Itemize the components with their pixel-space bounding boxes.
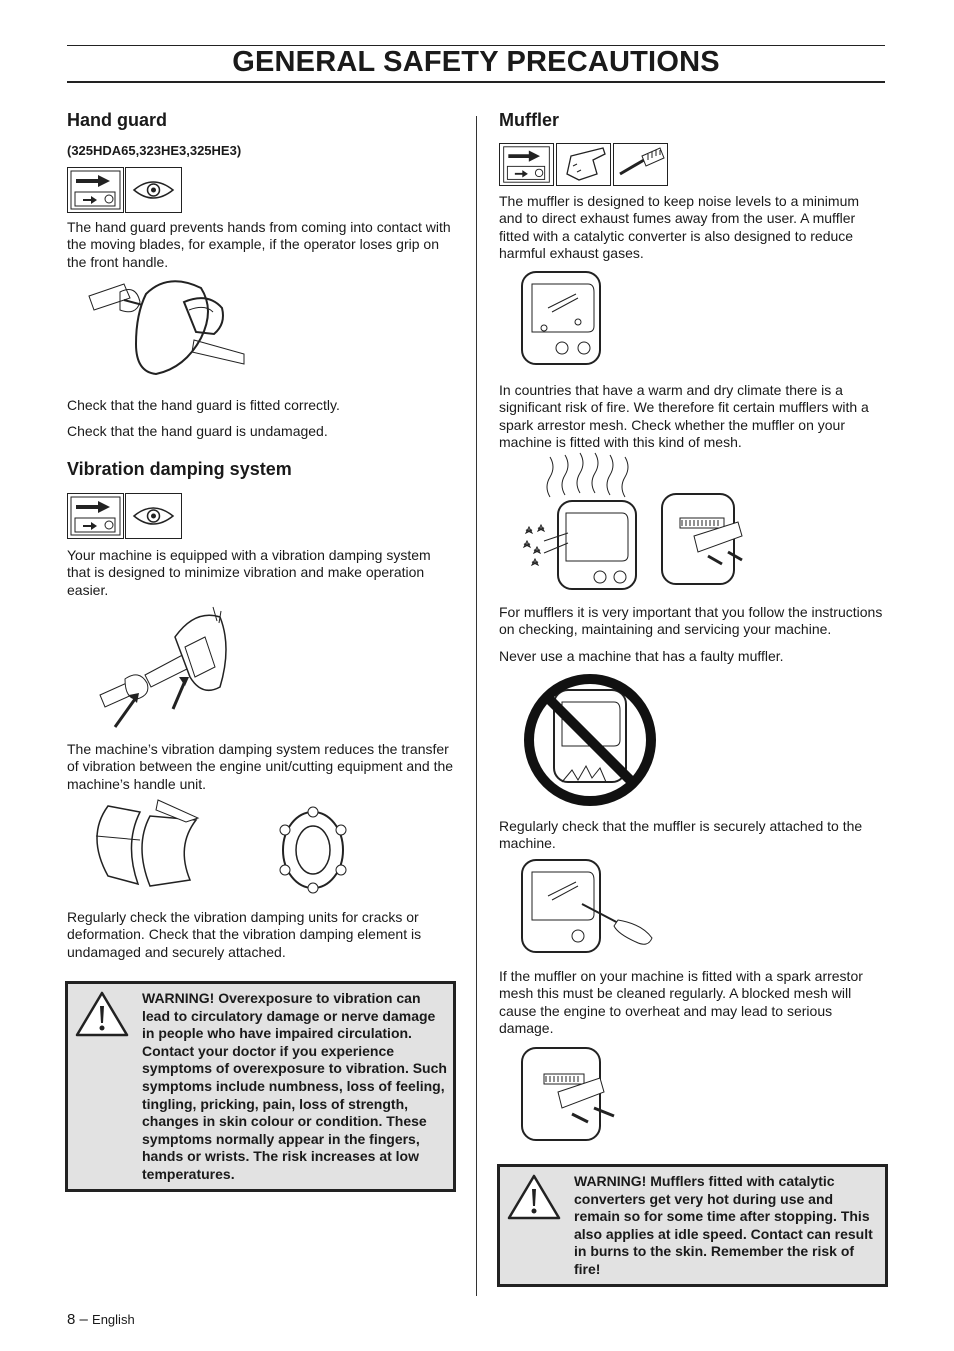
muffler-warning-text: WARNING! Mufflers fitted with catalytic converters get very hot during use and remain so for some time after stopping. This also applies at idle speed. Contact can result in burns to the skin. Remember the risk of fire! [574, 1173, 873, 1277]
vibration-heading: Vibration damping system [67, 459, 292, 479]
muffler-heading: Muffler [499, 110, 559, 130]
spark-arrestor-mesh-illustration [658, 490, 758, 590]
muffler-attached-text: Regularly check that the muffler is securely attached to the machine. [499, 818, 863, 852]
eye-inspect-icon [125, 493, 182, 539]
muffler-climate-text: In countries that have a warm and dry climate there is a significant risk of fire. We therefore fit certain mufflers with a spark arrestor mesh. Check whether the muffler on your machine is fitted with this kind of mesh. [499, 382, 869, 451]
eye-inspect-icon [125, 167, 182, 213]
hot-muffler-illustration [520, 457, 640, 592]
hand-guard-check-fitted: Check that the hand guard is fitted correctly. [67, 397, 340, 413]
footer-language: English [92, 1312, 135, 1327]
title-underline [67, 81, 885, 83]
muffler-instructions-text: For mufflers it is very important that you follow the instructions on checking, maintaining and servicing your machine. [499, 604, 883, 638]
warning-triangle-icon [74, 990, 130, 1038]
muffler-warning-box [497, 1164, 888, 1287]
vibration-warning-box [65, 981, 456, 1192]
vibration-transfer-text: The machine’s vibration damping system reduces the transfer of vibration between the engine unit/cutting equipment and the machine’s handle unit. [67, 741, 454, 792]
page-number: 8 – [67, 1311, 88, 1328]
vibration-intro: Your machine is equipped with a vibration damping system that is designed to minimize vibration and make operation easier. [67, 547, 431, 598]
glove-icon [556, 143, 611, 186]
hand-guard-heading: Hand guard [67, 110, 168, 130]
faulty-muffler-prohibited-illustration [522, 672, 658, 808]
manual-arrow-icon [499, 143, 554, 186]
column-divider [476, 116, 477, 1296]
muffler-intro: The muffler is designed to keep noise levels to a minimum and to direct exhaust fumes away from the user. A muffler fitted with a catalytic converter is also designed to reduce harmful exhaust gases. [499, 193, 860, 262]
hand-guard-models: (325HDA65,323HE3,325HE3) [67, 143, 242, 158]
vibration-check-text: Regularly check the vibration damping units for cracks or deformation. Check that the vibration damping element is undamaged and securely attached. [67, 909, 422, 960]
manual-arrow-icon [67, 167, 124, 213]
vibration-damper-illustration [95, 607, 235, 732]
damping-units-illustration [88, 798, 358, 898]
page-title: GENERAL SAFETY PRECAUTIONS [232, 46, 720, 78]
hand-guard-illustration [84, 274, 264, 386]
warning-triangle-icon [506, 1173, 562, 1221]
manual-arrow-icon [67, 493, 124, 539]
mesh-cleaning-illustration [518, 1044, 628, 1144]
muffler-mesh-text: If the muffler on your machine is fitted with a spark arrestor mesh this must be cleaned regularly. A blocked mesh will cause the engine to overheat and may lead to serious damage. [499, 968, 863, 1037]
page-footer [67, 1311, 135, 1328]
muffler-illustration [518, 268, 608, 368]
brush-icon [613, 143, 668, 186]
vibration-warning-text: WARNING! Overexposure to vibration can lead to circulatory damage or nerve damage in people who have impaired circulation. Contact your doctor if you experience symptoms of overexposure to vibration. Such symptoms include numbness, loss of feeling, tingling, pricking, pain, loss of strength, changes in skin colour or condition. These symptoms normally appear in the fingers, hands or wrists. The risk increases at low temperatures. [142, 990, 447, 1182]
muffler-screwdriver-illustration [518, 856, 658, 956]
hand-guard-intro: The hand guard prevents hands from coming into contact with the moving blades, for example, if the operator loses grip on the front handle. [67, 219, 451, 270]
muffler-faulty-text: Never use a machine that has a faulty muffler. [499, 648, 784, 664]
hand-guard-check-undamaged: Check that the hand guard is undamaged. [67, 423, 328, 439]
